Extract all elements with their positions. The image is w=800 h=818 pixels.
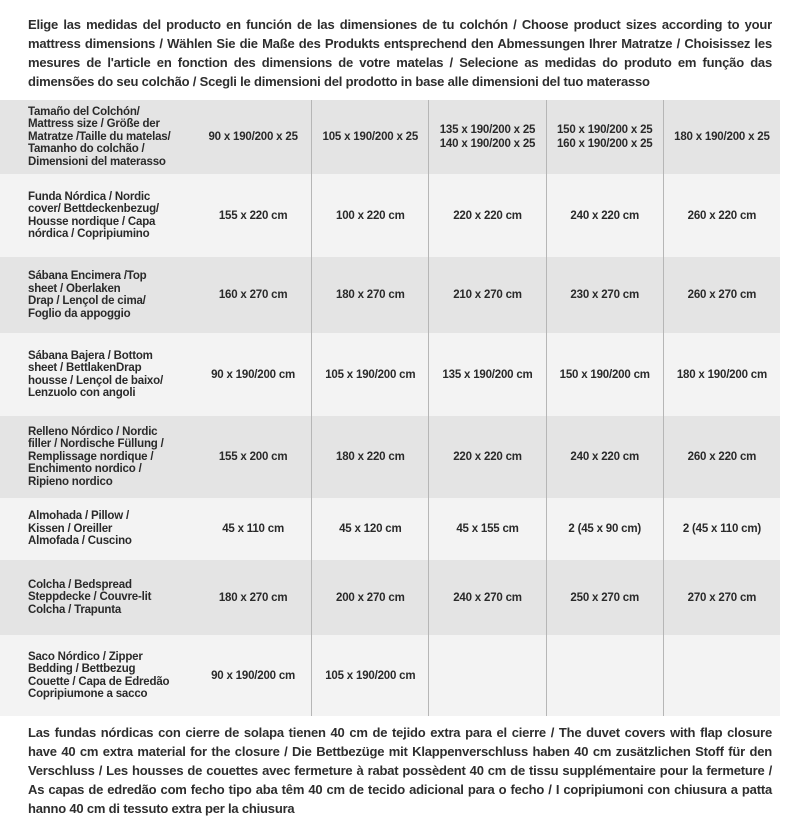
size-value: 150 x 190/200 cm xyxy=(546,333,663,416)
table-row xyxy=(0,100,780,174)
row-label: Relleno Nórdico / Nordic filler / Nordische Füllung / Remplissage nordique / Enchimento nordico / Ripieno nordico xyxy=(28,425,164,488)
size-value: 180 x 190/200 cm xyxy=(663,333,780,416)
size-value: 135 x 190/200 x 25 140 x 190/200 x 25 xyxy=(428,100,545,174)
row-label: Tamaño del Colchón/ Mattress size / Größe der Matratze /Taille du matelas/ Tamanho do colchão / Dimensioni del materasso xyxy=(28,105,171,168)
size-value: 45 x 155 cm xyxy=(428,498,545,560)
row-label: Colcha / Bedspread Steppdecke / Couvre-lit Colcha / Trapunta xyxy=(28,578,152,616)
table-row xyxy=(0,560,780,635)
size-value: 210 x 270 cm xyxy=(428,257,545,333)
size-value: 45 x 120 cm xyxy=(311,498,428,560)
size-value: 180 x 270 cm xyxy=(311,257,428,333)
row-label: Saco Nórdico / Zipper Bedding / Bettbezug Couette / Capa de Edredão Copripiumone a sacco xyxy=(28,650,170,700)
size-value: 180 x 270 cm xyxy=(218,591,288,604)
size-value: 260 x 220 cm xyxy=(663,416,780,498)
size-table xyxy=(0,100,780,716)
size-value: 240 x 220 cm xyxy=(546,174,663,257)
size-value: 105 x 190/200 x 25 xyxy=(311,100,428,174)
footnote-text: Las fundas nórdicas con cierre de solapa tienen 40 cm de tejido extra para el cierre / The duvet covers with flap closure have 40 cm extra material for the closure / Die Bettbezüge mit Klappenverschluss haben 40 cm zusätzlichen Stoff für den Verschluss / Les housses de couettes avec fermeture à rabat possèdent 40 cm de tissu supplémentaire pour la fermeture / As capas de edredão com fecho tipo aba têm 40 cm de tecido adicional para o fecho / I copripiumoni con chiusura a patta hanno 40 cm di tessuto extra per la chiusura xyxy=(28,725,772,816)
size-value: 2 (45 x 110 cm) xyxy=(663,498,780,560)
row-label: Funda Nórdica / Nordic cover/ Bettdeckenbezug/ Housse nordique / Capa nórdica / Copripiumino xyxy=(28,190,159,240)
table-row xyxy=(0,416,780,498)
size-value xyxy=(663,635,780,716)
row-label: Sábana Encimera /Top sheet / Oberlaken Drap / Lençol de cima/ Foglio da appoggio xyxy=(28,270,147,320)
size-value xyxy=(546,635,663,716)
intro-text: Elige las medidas del producto en función de las dimensiones de tu colchón / Choose product sizes according to your mattress dimensions / Wählen Sie die Maße des Produkts entsprechend den Abmessungen Ihrer Matratze / Choisissez les mesures de l'article en fonction des dimensions de votre matelas / Selecione as medidas do produto em função das dimensões do seu colchão / Scegli le dimensioni del prodotto in base alle dimensioni del tuo materasso xyxy=(28,17,772,89)
size-value: 135 x 190/200 cm xyxy=(428,333,545,416)
size-value: 90 x 190/200 x 25 xyxy=(208,131,298,143)
table-row xyxy=(0,498,780,560)
table-row xyxy=(0,635,780,716)
size-value: 200 x 270 cm xyxy=(311,560,428,635)
size-value: 180 x 220 cm xyxy=(311,416,428,498)
size-value: 220 x 220 cm xyxy=(428,416,545,498)
size-value: 105 x 190/200 cm xyxy=(311,635,428,716)
size-value: 155 x 220 cm xyxy=(218,209,288,222)
size-value: 260 x 270 cm xyxy=(663,257,780,333)
table-row xyxy=(0,333,780,416)
size-value: 100 x 220 cm xyxy=(311,174,428,257)
table-row xyxy=(0,174,780,257)
size-value: 160 x 270 cm xyxy=(218,289,288,301)
size-value: 270 x 270 cm xyxy=(663,560,780,635)
size-value: 250 x 270 cm xyxy=(546,560,663,635)
size-value: 260 x 220 cm xyxy=(663,174,780,257)
size-value: 220 x 220 cm xyxy=(428,174,545,257)
size-value: 2 (45 x 90 cm) xyxy=(546,498,663,560)
size-value: 45 x 110 cm xyxy=(222,523,284,535)
size-value: 240 x 220 cm xyxy=(546,416,663,498)
table-row xyxy=(0,257,780,333)
size-value: 90 x 190/200 cm xyxy=(211,368,296,381)
size-value: 105 x 190/200 cm xyxy=(311,333,428,416)
size-value: 150 x 190/200 x 25 160 x 190/200 x 25 xyxy=(546,100,663,174)
size-value: 230 x 270 cm xyxy=(546,257,663,333)
row-label: Sábana Bajera / Bottom sheet / BettlakenDrap housse / Lençol de baixo/ Lenzuolo con angoli xyxy=(28,349,163,399)
size-value: 180 x 190/200 x 25 xyxy=(663,100,780,174)
size-value: 240 x 270 cm xyxy=(428,560,545,635)
size-value: 90 x 190/200 cm xyxy=(211,669,296,682)
size-value xyxy=(428,635,545,716)
row-label: Almohada / Pillow / Kissen / Oreiller Almofada / Cuscino xyxy=(28,510,132,548)
size-value: 155 x 200 cm xyxy=(218,451,288,463)
